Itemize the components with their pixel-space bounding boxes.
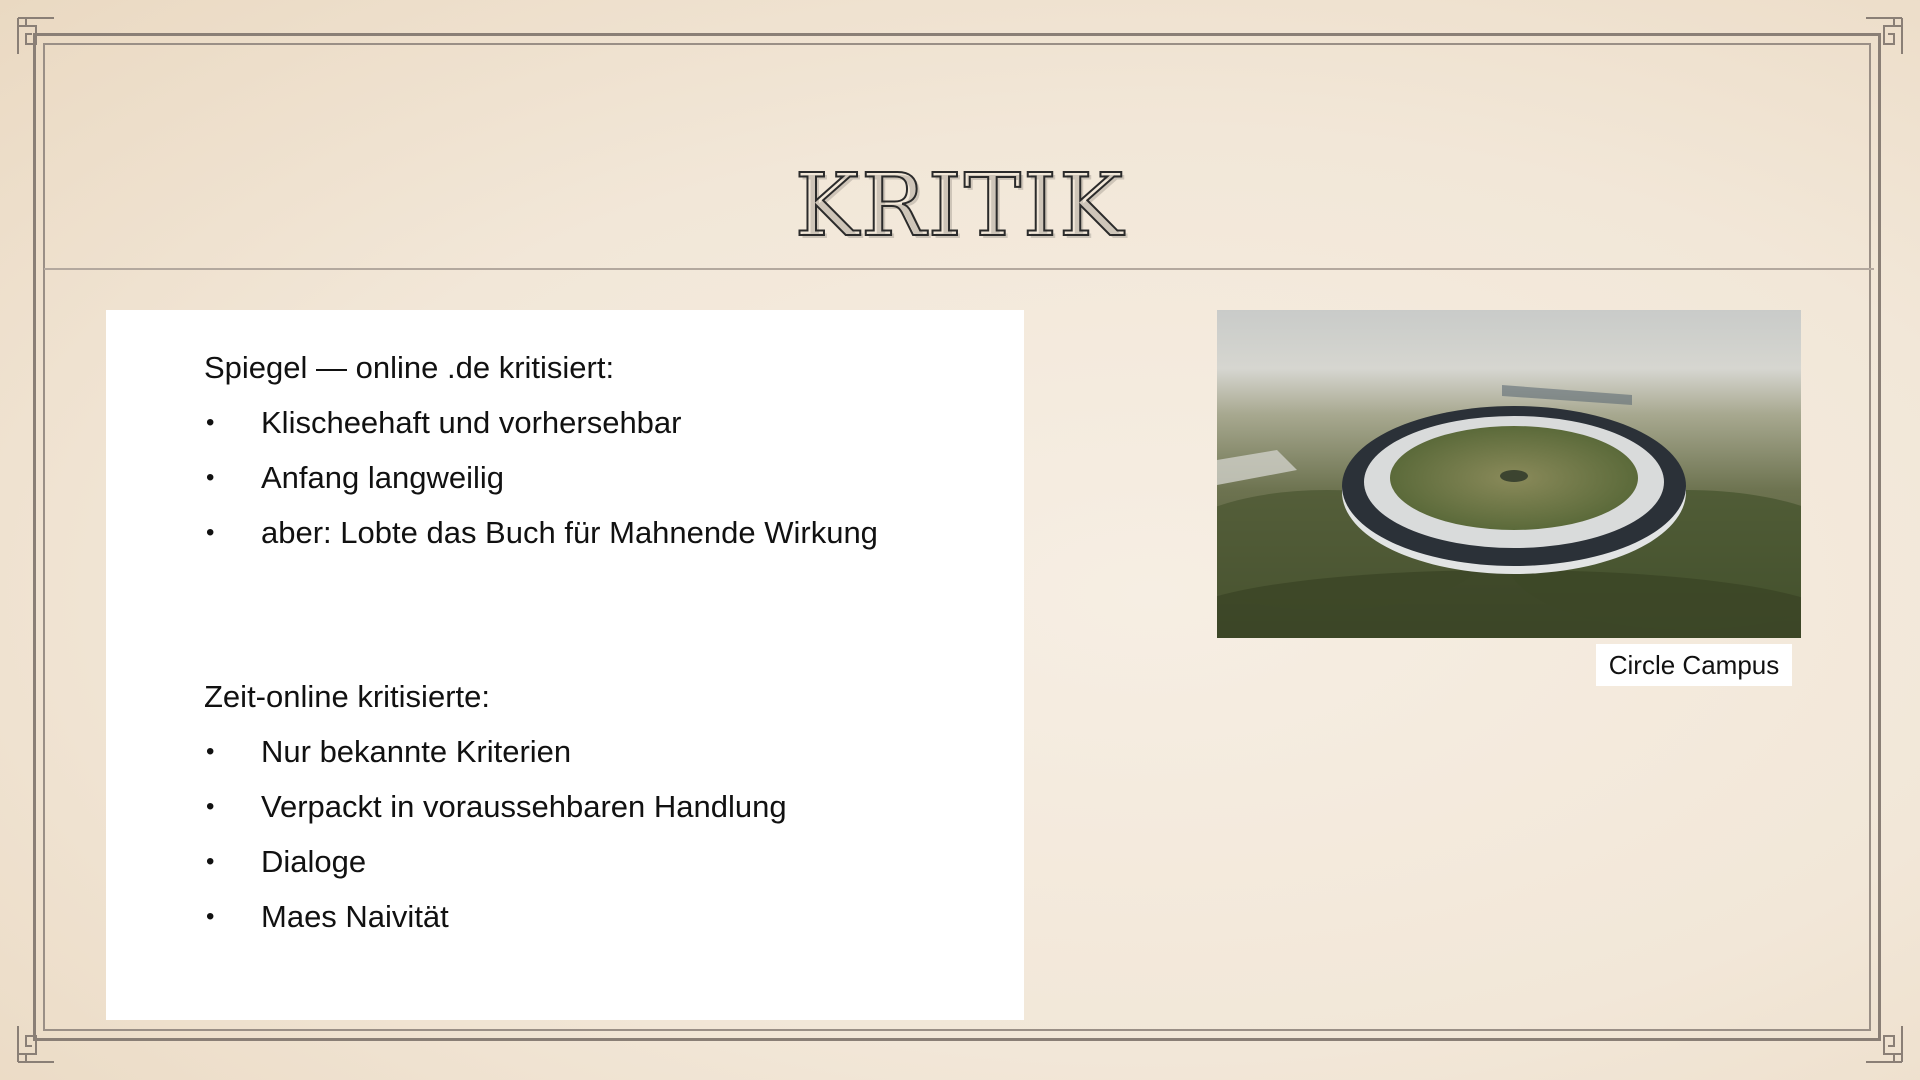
list-item-text: Anfang langweilig [261, 460, 505, 495]
zeit-heading: Zeit-online kritisierte: [204, 679, 490, 714]
corner-ornament-icon [14, 14, 64, 64]
list-item [204, 395, 878, 450]
spiegel-heading: Spiegel — online .de kritisiert: [204, 350, 615, 385]
corner-ornament-icon [1856, 1016, 1906, 1066]
bullet-icon: • [206, 793, 215, 820]
bullet-icon: • [206, 464, 215, 491]
bullet-icon: • [206, 903, 215, 930]
list-item-text: Klischeehaft und vorhersehbar [261, 405, 682, 440]
list-item [204, 724, 787, 779]
list-item [204, 889, 787, 944]
slide-title: KRITIK [794, 155, 1126, 256]
list-item [204, 779, 787, 834]
text-panel [106, 310, 1024, 1020]
bullet-icon: • [206, 409, 215, 436]
spiegel-list [204, 395, 878, 560]
list-item-text: Verpackt in voraussehbaren Handlung [261, 789, 787, 824]
list-item [204, 834, 787, 889]
image-caption: Circle Campus [1596, 644, 1792, 686]
list-item-text: aber: Lobte das Buch für Mahnende Wirkung [261, 515, 878, 550]
bullet-icon: • [206, 519, 215, 546]
bullet-icon: • [206, 738, 215, 765]
list-item [204, 450, 878, 505]
zeit-section [204, 669, 787, 944]
spiegel-section [204, 340, 878, 560]
corner-ornament-icon [14, 1016, 64, 1066]
list-item [204, 505, 878, 560]
bullet-icon: • [206, 848, 215, 875]
corner-ornament-icon [1856, 14, 1906, 64]
list-item-text: Dialoge [261, 844, 367, 879]
title-divider [44, 268, 1874, 270]
list-item-text: Nur bekannte Kriterien [261, 734, 572, 769]
list-item-text: Maes Naivität [261, 899, 449, 934]
campus-photo [1217, 310, 1801, 638]
zeit-list [204, 724, 787, 944]
